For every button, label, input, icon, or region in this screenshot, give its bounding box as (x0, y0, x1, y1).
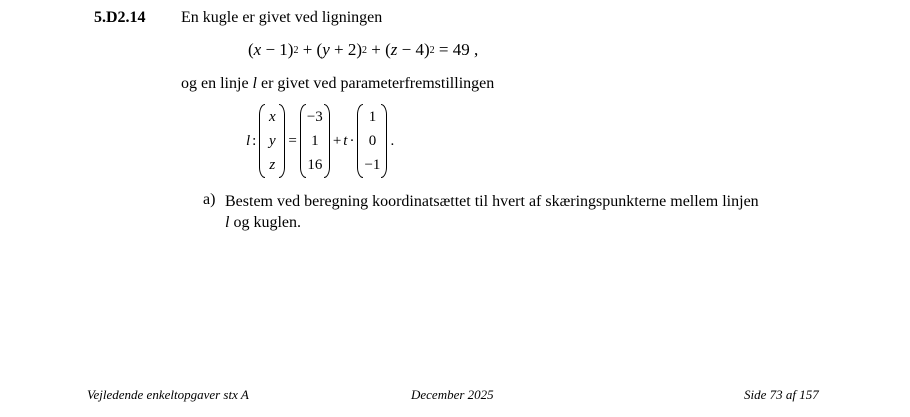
eq-var-z: z (390, 40, 398, 59)
vector-entry: x (269, 109, 276, 125)
direction-vector (357, 104, 387, 178)
plus-sign: + (332, 132, 342, 149)
sphere-equation (248, 40, 478, 60)
eq-part: ( (248, 40, 254, 59)
eq-var-x: x (253, 40, 262, 59)
line-label: l (246, 132, 251, 149)
equals-sign: = (288, 132, 297, 149)
line-intro-post: er givet ved parameterfremstillingen (257, 75, 495, 92)
eq-part: − 4) (397, 40, 430, 59)
question-text (225, 191, 765, 233)
vector-entry: 16 (307, 157, 323, 173)
parameter-t: t (343, 132, 348, 149)
line-parametric-equation (246, 102, 396, 180)
eq-var-y: y (322, 40, 330, 59)
line-intro (181, 75, 494, 93)
line-name: l (252, 75, 257, 92)
footer-left: Vejledende enkeltopgaver stx A (87, 387, 249, 402)
eq-rhs: = 49 , (434, 40, 479, 59)
line-colon: : (252, 132, 257, 149)
vector-entry: y (269, 133, 276, 149)
vector-entry: −1 (364, 157, 381, 173)
question-text-part: Bestem ved beregning koordinatsættet til hvert af skæringspunkterne mellem linjen (225, 193, 759, 210)
eq-exponent: 2 (293, 45, 299, 56)
exercise-intro: En kugle er givet ved ligningen (181, 9, 383, 26)
eq-exponent: 2 (429, 45, 435, 56)
footer-page-number: Side 73 af 157 (744, 387, 819, 402)
eq-part: + 2) (329, 40, 363, 59)
end-period: . (390, 132, 395, 149)
vector-entry: −3 (306, 109, 323, 125)
position-vector (259, 104, 285, 178)
footer-center: December 2025 (411, 387, 494, 402)
question-label: a) (203, 191, 216, 208)
line-intro-pre: og en linje (181, 75, 253, 92)
vector-entry: z (269, 157, 276, 173)
vector-entry: 1 (368, 109, 377, 125)
exercise-number: 5.D2.14 (94, 9, 146, 26)
point-vector (300, 104, 330, 178)
question-line-name: l (225, 214, 230, 231)
vector-entry: 1 (311, 133, 319, 149)
eq-exponent: 2 (362, 45, 368, 56)
eq-part: + ( (298, 40, 323, 59)
question-text-part: og kuglen. (229, 214, 301, 231)
eq-part: + ( (367, 40, 391, 59)
eq-part: − 1) (261, 40, 294, 59)
multiplication-dot: · (349, 132, 355, 149)
vector-entry: 0 (368, 133, 377, 149)
